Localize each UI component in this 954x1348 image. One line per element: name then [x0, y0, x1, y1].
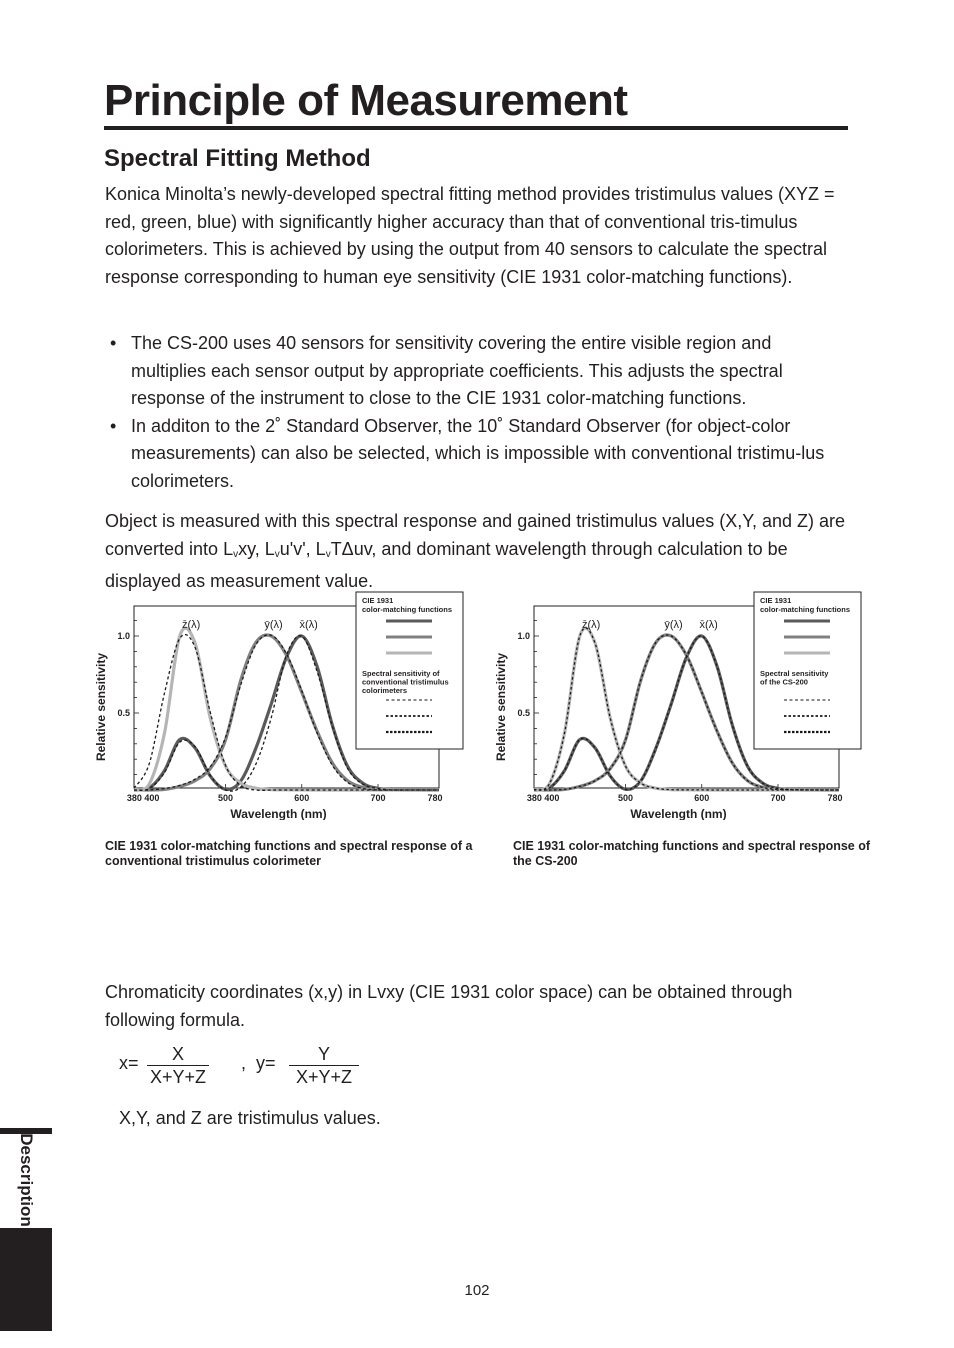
legend-heading: color-matching functions: [760, 605, 850, 614]
curve-label-x: x̄(λ): [299, 619, 318, 631]
side-tab-label: Description: [17, 1133, 36, 1227]
x-tick-label: 600: [294, 793, 310, 803]
y-axis-label: Relative sensitivity: [494, 652, 508, 762]
x-tick-label: 780: [827, 793, 843, 803]
legend-subheading: colorimeters: [362, 686, 408, 695]
x-tick-label: 380 400: [126, 793, 160, 803]
x-axis-label: Wavelength (nm): [630, 807, 727, 820]
bullet-icon: •: [110, 333, 117, 353]
x-tick-label: 780: [427, 793, 443, 803]
x-tick-label: 380 400: [526, 793, 560, 803]
legend-subheading: conventional tristimulus: [362, 677, 449, 687]
legend-heading: CIE 1931: [362, 596, 394, 605]
list-item: [108, 330, 848, 413]
x-tick-label: 500: [617, 793, 634, 803]
legend-subheading: Spectral sensitivity of: [362, 669, 440, 678]
bullet-icon: •: [110, 415, 117, 436]
y-tick-label: 1.0: [117, 631, 130, 641]
formula-x-fraction: [147, 1045, 209, 1088]
legend-heading: CIE 1931: [760, 596, 792, 605]
page-number: 102: [464, 1282, 490, 1299]
x-tick-label: 500: [217, 793, 234, 803]
formula-y-denominator: X+Y+Z: [295, 1067, 353, 1087]
chromaticity-paragraph: Chromaticity coordinates (x,y) in Lvxy (CIE 1931 color space) can be obtained through following formula.: [105, 982, 793, 1030]
legend-heading: color-matching functions: [362, 605, 452, 614]
curve-label-x: x̄(λ): [699, 619, 718, 631]
formula-y-fraction: [289, 1045, 359, 1088]
x-axis-label: Wavelength (nm): [230, 807, 327, 820]
formula-note: X,Y, and Z are tristimulus values.: [119, 1108, 381, 1128]
curve-label-z: z̄(λ): [182, 619, 201, 631]
legend-subheading: Spectral sensitivity: [760, 669, 829, 678]
object-paragraph: Object is measured with this spectral response and gained tristimulus values (X,Y, and Z) are converted into $L_vxy$, $L_vu'v'$, $L_vT\Delta uv$, and dominant wavelength through calculation to be displayed as measurement value.: [105, 511, 846, 592]
y-tick-label: 0.5: [117, 708, 130, 718]
curve-label-y: ȳ(λ): [664, 619, 683, 631]
bullet-text: The CS-200 uses 40 sensors for sensitivity covering the entire visible region and multiplies each sensor output by appropriate coefficients. This adjusts the spectral response of the instrument to close to the CIE 1931 color-matching functions.: [131, 333, 783, 409]
chart-conventional: [92, 588, 472, 820]
y-tick-label: 0.5: [517, 708, 530, 718]
intro-paragraph: Konica Minolta’s newly-developed spectral fitting method provides tristimulus values (XYZ = red, green, blue) with significantly higher accuracy than that of conventional tris-timulus colorimeters. This is achieved by using the output from 40 sensors to calculate the spectral response corresponding to human eye sensitivity (CIE 1931 color-matching functions).: [105, 184, 835, 287]
bullet-list: [108, 330, 848, 496]
formula-x-numerator: X: [147, 1045, 209, 1066]
y-axis-label: Relative sensitivity: [94, 652, 108, 762]
formula-x-label: x=: [119, 1053, 139, 1073]
legend-subheading: of the CS-200: [760, 677, 808, 687]
chart-caption-left: CIE 1931 color-matching functions and spectral response of a conventional tristimulus colorimeter: [105, 839, 473, 868]
curve-label-y: ȳ(λ): [264, 619, 283, 631]
x-tick-label: 600: [694, 793, 710, 803]
bullet-text: In additon to the 2˚ Standard Observer, the 10˚ Standard Observer (for object-color measurements) can also be selected, which is impossible with conventional tristimu-lus colorimeters.: [131, 415, 825, 491]
formula-x-denominator: X+Y+Z: [149, 1067, 207, 1087]
curve-label-z: z̄(λ): [582, 619, 601, 631]
page-title: Principle of Measurement: [104, 76, 848, 130]
formula-y-label: , y=: [241, 1053, 276, 1073]
list-item: [108, 413, 848, 496]
x-tick-label: 700: [770, 793, 786, 803]
x-tick-label: 700: [370, 793, 386, 803]
chart-cs200: [492, 588, 872, 820]
y-tick-label: 1.0: [517, 631, 530, 641]
formula-y-numerator: Y: [289, 1045, 359, 1066]
section-title: Spectral Fitting Method: [104, 145, 371, 172]
chart-caption-right: CIE 1931 color-matching functions and spectral response of the CS-200: [513, 839, 871, 868]
